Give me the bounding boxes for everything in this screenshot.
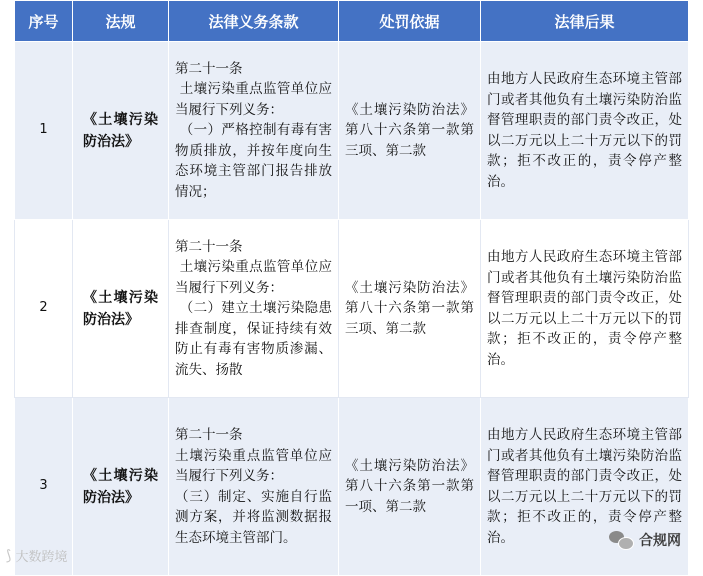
duty-line: （一）严格控制有毒有害物质排放，并按年度向生态环境主管部门报告排放情况； [175,122,333,200]
legal-consequence: 由地方人民政府生态环境主管部门或者其他负有土壤污染防治监督管理职责的部门责令改正，处以二万元以上二十万元以下的罚款；拒不改正的，责令停产整治。 [481,42,689,220]
duty-clause [169,220,339,398]
duty-line: 第二十一条 [175,427,243,443]
table-row [15,220,689,398]
legal-consequence: 由地方人民政府生态环境主管部门或者其他负有土壤污染防治监督管理职责的部门责令改正，处以二万元以上二十万元以下的罚款；拒不改正的，责令停产整治。 [481,220,689,398]
law-name: 《土壤污染防治法》 [73,398,169,576]
duty-line: （二）建立土壤污染隐患排查制度，保证持续有效防止有毒有害物质渗漏、流失、扬散 [175,300,333,378]
logo-icon: ⟆ [6,547,12,564]
header-law: 法规 [73,1,169,42]
law-name: 《土壤污染防治法》 [73,42,169,220]
legal-consequence: 由地方人民政府生态环境主管部门或者其他负有土壤污染防治监督管理职责的部门责令改正，处以二万元以上二十万元以下的罚款；拒不改正的，责令停产整治。 [481,398,689,576]
duty-line: 土壤污染重点监管单位应当履行下列义务： [175,259,333,296]
row-number: 1 [15,42,73,220]
duty-line: （三）制定、实施自行监测方案，并将监测数据报生态环境主管部门。 [175,488,332,546]
table-header-row [15,1,689,42]
watermark-right-text: 合规网 [639,533,681,549]
penalty-basis: 《土壤污染防治法》第八十六条第一款第三项、第二款 [339,42,481,220]
table-row [15,398,689,576]
watermark-right [609,530,681,550]
header-result: 法律后果 [481,1,689,42]
duty-line: 第二十一条 [175,238,243,255]
header-basis: 处罚依据 [339,1,481,42]
law-table [14,0,689,576]
watermark-left [6,546,67,565]
penalty-basis: 《土壤污染防治法》第八十六条第一款第一项、第二款 [339,398,481,576]
duty-clause [169,42,339,220]
table-row [15,42,689,220]
header-duty: 法律义务条款 [169,1,339,42]
penalty-basis: 《土壤污染防治法》第八十六条第一款第三项、第二款 [339,220,481,398]
duty-line: 土壤污染重点监管单位应当履行下列义务： [175,447,332,484]
header-no: 序号 [15,1,73,42]
duty-clause [169,398,339,576]
law-name: 《土壤污染防治法》 [73,220,169,398]
row-number: 2 [15,220,73,398]
row-number: 3 [15,398,73,576]
watermark-left-text: 大数跨境 [15,550,68,565]
wechat-icon [609,530,633,550]
duty-line: 第二十一条 [175,60,243,77]
duty-line: 土壤污染重点监管单位应当履行下列义务： [175,81,333,118]
